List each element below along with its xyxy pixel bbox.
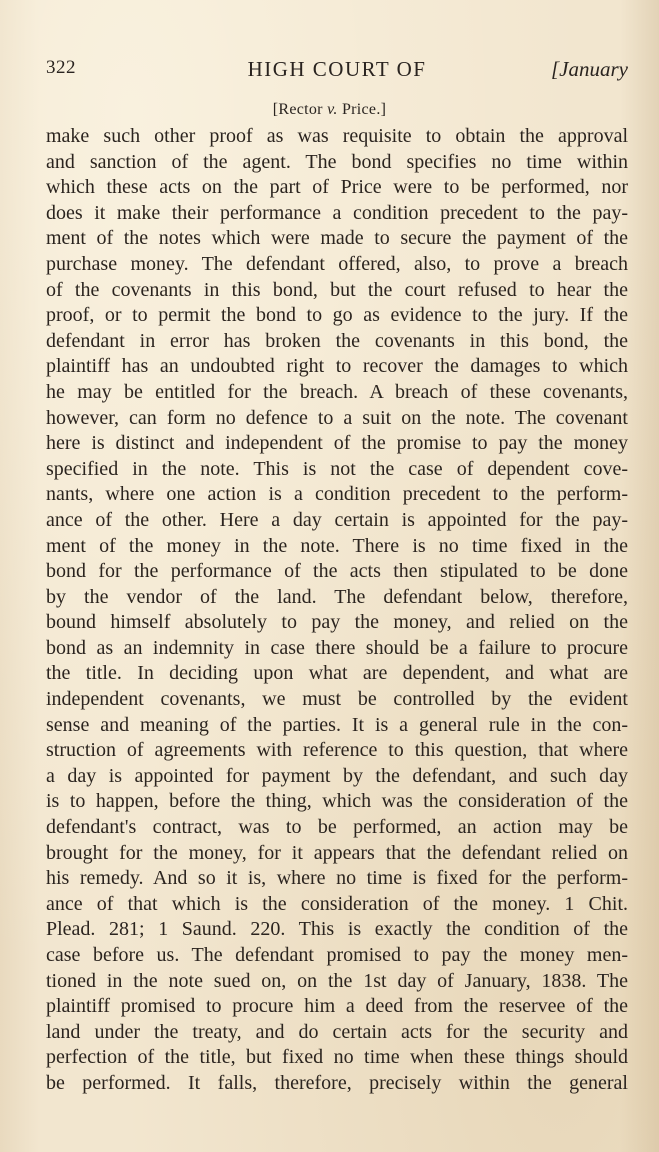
text-line: sense and meaning of the parties. It is a general rule in the con- <box>46 713 628 736</box>
text-line: independent covenants, we must be controlled by the evident <box>46 688 628 711</box>
text-line: be performed. It falls, therefore, precisely within the general <box>46 1071 628 1094</box>
text-line: struction of agreements with reference to this question, that where <box>46 739 628 762</box>
running-head <box>46 57 628 87</box>
case-reference-versus: v. <box>327 101 338 118</box>
text-line: by the vendor of the land. The defendant below, therefore, <box>46 585 628 608</box>
text-line: however, can form no defence to a suit on the note. The covenant <box>46 406 628 429</box>
text-line: ment of the money in the note. There is no time fixed in the <box>46 534 628 557</box>
text-line: specified in the note. This is not the case of dependent cove- <box>46 457 628 480</box>
text-line: purchase money. The defendant offered, also, to prove a breach <box>46 252 628 275</box>
text-line: land under the treaty, and do certain acts for the security and <box>46 1020 628 1043</box>
case-reference-open: [Rector <box>272 101 328 118</box>
running-title: HIGH COURT OF <box>247 57 427 81</box>
text-line: a day is appointed for payment by the defendant, and such day <box>46 764 628 787</box>
text-line: ance of that which is the consideration of the money. 1 Chit. <box>46 892 628 915</box>
text-line: tioned in the note sued on, on the 1st day of January, 1838. The <box>46 969 628 992</box>
text-line: bound himself absolutely to pay the money, and relied on the <box>46 611 628 634</box>
text-line: defendant's contract, was to be performed, an action may be <box>46 816 628 839</box>
text-line: bond for the performance of the acts then stipulated to be done <box>46 560 628 583</box>
text-line: case before us. The defendant promised to pay the money men- <box>46 944 628 966</box>
text-line: plaintiff promised to procure him a deed from the reservee of the <box>46 995 628 1018</box>
text-line: and sanction of the agent. The bond specifies no time within <box>46 150 628 173</box>
text-line: nants, where one action is a condition precedent to the perform- <box>46 483 628 506</box>
text-line: make such other proof as was requisite to obtain the approval <box>46 125 628 147</box>
page-number: 322 <box>46 57 76 78</box>
text-line: ment of the notes which were made to secure the payment of the <box>46 227 628 250</box>
text-line: perfection of the title, but fixed no time when these things should <box>46 1046 628 1069</box>
case-reference <box>0 101 659 119</box>
text-line: of the covenants in this bond, but the court refused to hear the <box>46 278 628 301</box>
text-line: plaintiff has an undoubted right to recover the damages to which <box>46 355 628 378</box>
text-line: defendant in error has broken the covenants in this bond, the <box>46 329 628 352</box>
text-line: brought for the money, for it appears that the defendant relied on <box>46 841 628 864</box>
body-text <box>46 124 628 1097</box>
text-line: Plead. 281; 1 Saund. 220. This is exactly the condition of the <box>46 918 628 941</box>
text-line: is to happen, before the thing, which was the consideration of the <box>46 790 628 813</box>
text-line: the title. In deciding upon what are dependent, and what are <box>46 662 628 685</box>
text-line: which these acts on the part of Price were to be performed, nor <box>46 176 628 199</box>
text-line: proof, or to permit the bond to go as evidence to the jury. If the <box>46 304 628 327</box>
text-line: bond as an indemnity in case there should be a failure to procure <box>46 636 628 659</box>
case-reference-close: Price.] <box>337 101 387 118</box>
text-line: here is distinct and independent of the promise to pay the money <box>46 432 628 455</box>
text-line: he may be entitled for the breach. A breach of these covenants, <box>46 380 628 403</box>
text-line: does it make their performance a condition precedent to the pay- <box>46 201 628 224</box>
text-line: his remedy. And so it is, where no time is fixed for the perform- <box>46 867 628 890</box>
text-line: ance of the other. Here a day certain is appointed for the pay- <box>46 508 628 531</box>
running-month: [January <box>551 57 628 81</box>
